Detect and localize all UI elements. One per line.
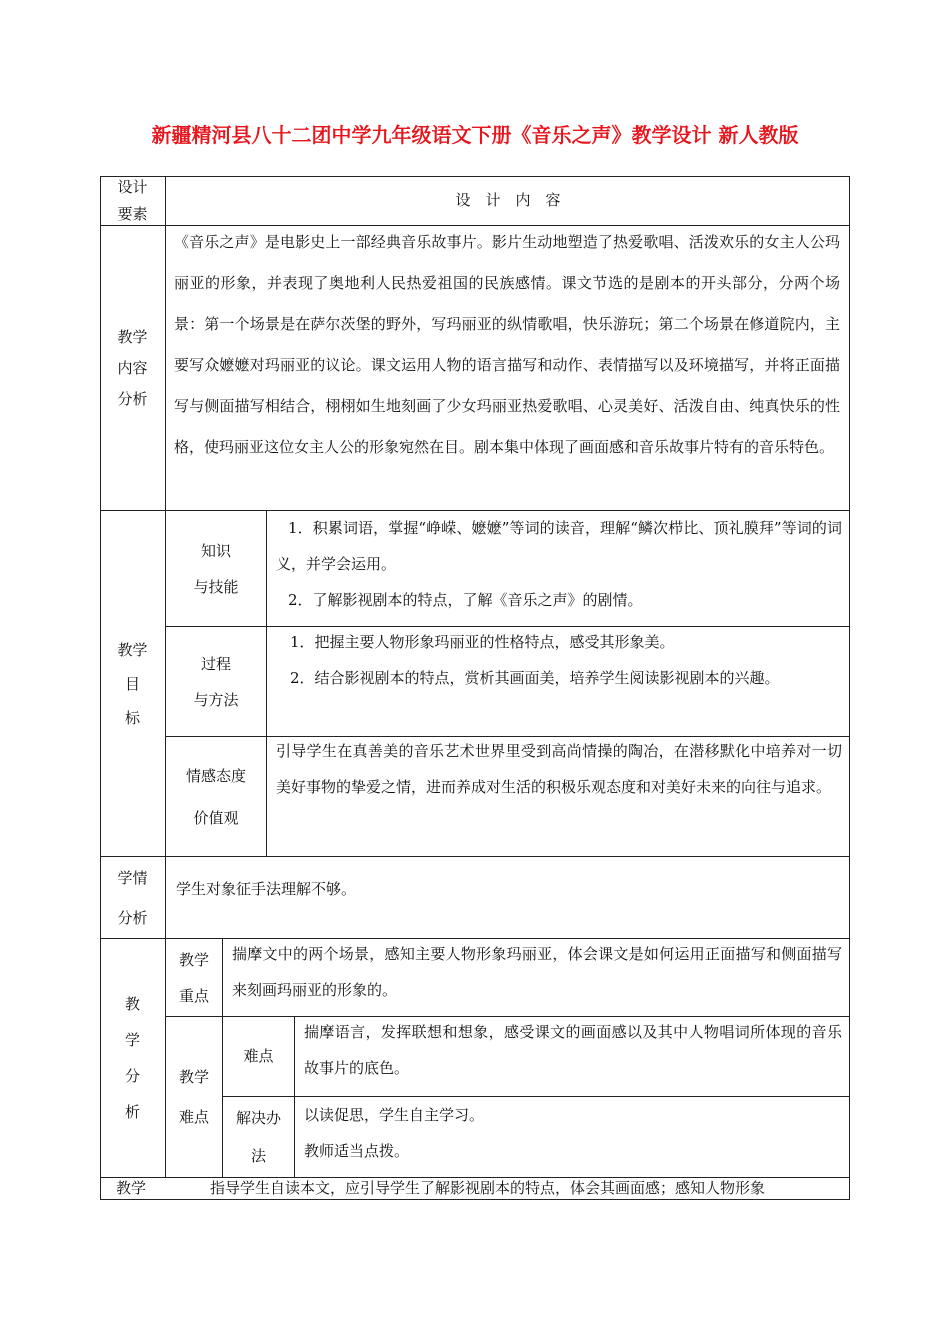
label-line: 标 (124, 708, 140, 727)
content-analysis-label (100, 226, 165, 510)
solution-item: 以读促思，学生自主学习。 (304, 1106, 485, 1124)
analysis-label (100, 939, 165, 1177)
last-row-text (210, 1176, 850, 1200)
lesson-design-table (100, 176, 850, 1200)
focus-paragraph: 揣摩文中的两个场景，感知主要人物形象玛丽亚，体会课文是如何运用正面描写和侧面描写来刻画玛丽亚的形象的。 (232, 945, 842, 999)
solution-item: 教师适当点拨。 (304, 1142, 410, 1160)
label-line: 教学 (117, 640, 148, 659)
header-content-label: 设 计 内 容 (455, 191, 561, 209)
process-text (276, 624, 842, 696)
knowledge-text (276, 510, 842, 618)
label-line: 知识 (200, 541, 231, 560)
header-element-cell (100, 176, 165, 225)
student-text (176, 876, 836, 903)
content-analysis-paragraph: 《音乐之声》是电影史上一部经典音乐故事片。影片生动地塑造了热爱歌唱、活泼欢乐的女主人公玛丽亚的形象，并表现了奥地利人民热爱祖国的民族感情。课文节选的是剧本的开头部分，分两个场景：第一个场景是在萨尔茨堡的野外，写玛丽亚的纵情歌唱，快乐游玩；第二个场景在修道院内，主要写众嬷嬷对玛丽亚的议论。课文运用人物的语言描写和动作、表情描写以及环境描写，并将正面描写与侧面描写相结合，栩栩如生地刻画了少女玛丽亚热爱歌唱、心灵美好、活泼自由、纯真快乐的性格，使玛丽亚这位女主人公的形象宛然在目。剧本集中体现了画面感和音乐故事片特有的音乐特色。 (174, 233, 840, 456)
label-line: 难点 (243, 1047, 274, 1065)
label-line: 分 (124, 1067, 140, 1085)
label-line: 法 (250, 1147, 266, 1165)
focus-label (166, 939, 222, 1016)
student-paragraph: 学生对象征手法理解不够。 (176, 880, 357, 898)
last-row-label (116, 1176, 166, 1200)
label-line: 价值观 (193, 808, 239, 827)
header-element-line: 要素 (117, 204, 148, 223)
label-line: 内容 (117, 358, 148, 377)
label-line: 析 (124, 1103, 140, 1121)
emotion-text (276, 733, 842, 805)
difficulty-label (166, 1017, 222, 1177)
solution-label (223, 1097, 294, 1177)
label-line: 解决办 (235, 1109, 281, 1127)
label-line: 与方法 (193, 690, 239, 709)
emotion-paragraph: 引导学生在真善美的音乐艺术世界里受到高尚情操的陶冶，在潜移默化中培养对一切美好事物的挚爱之情，进而养成对生活的积极乐观态度和对美好未来的向往与追求。 (276, 742, 842, 796)
process-item: 1．把握主要人物形象玛丽亚的性格特点，感受其形象美。 (290, 633, 675, 651)
label-line: 难点 (178, 1108, 209, 1126)
focus-text (232, 936, 842, 1008)
difficulty-point-label (223, 1017, 294, 1096)
content-analysis-text (174, 222, 840, 468)
header-element-line: 设计 (117, 177, 148, 196)
process-label (166, 627, 266, 736)
knowledge-label (166, 511, 266, 626)
knowledge-item: 2．了解影视剧本的特点，了解《音乐之声》的剧情。 (288, 591, 643, 609)
label-line: 教学 (117, 327, 148, 346)
process-item: 2．结合影视剧本的特点，赏析其画面美，培养学生阅读影视剧本的兴趣。 (290, 669, 780, 687)
label-line: 教 (124, 995, 140, 1013)
header-content-cell (166, 176, 850, 225)
label-line: 学情 (117, 868, 148, 887)
label-line: 分析 (117, 908, 148, 927)
difficulty-paragraph: 揣摩语言，发挥联想和想象，感受课文的画面感以及其中人物唱词所体现的音乐故事片的底色。 (304, 1023, 842, 1077)
label-line: 教学 (178, 1068, 209, 1086)
label-line: 学 (124, 1031, 140, 1049)
goals-label (100, 511, 165, 856)
label-line: 重点 (178, 986, 209, 1005)
label-line: 目 (124, 674, 140, 693)
label-line: 与技能 (193, 577, 239, 596)
last-row-paragraph: 指导学生自读本文，应引导学生了解影视剧本的特点，体会其画面感；感知人物形象 (210, 1179, 766, 1197)
label-line: 过程 (200, 654, 231, 673)
label-line: 教学 (178, 950, 209, 969)
knowledge-item: 1．积累词语，掌握“峥嵘、嬷嬷”等词的读音，理解“鳞次栉比、顶礼膜拜”等词的词义，并学会运用。 (276, 519, 842, 573)
student-label (100, 857, 165, 938)
emotion-label (166, 737, 266, 856)
page-title: 新疆精河县八十二团中学九年级语文下册《音乐之声》教学设计 新人教版 (151, 123, 799, 147)
solution-text (304, 1097, 842, 1169)
label-line: 教学 (116, 1179, 147, 1197)
label-line: 分析 (117, 389, 148, 408)
label-line: 情感态度 (185, 766, 246, 785)
difficulty-point-text (304, 1014, 842, 1086)
